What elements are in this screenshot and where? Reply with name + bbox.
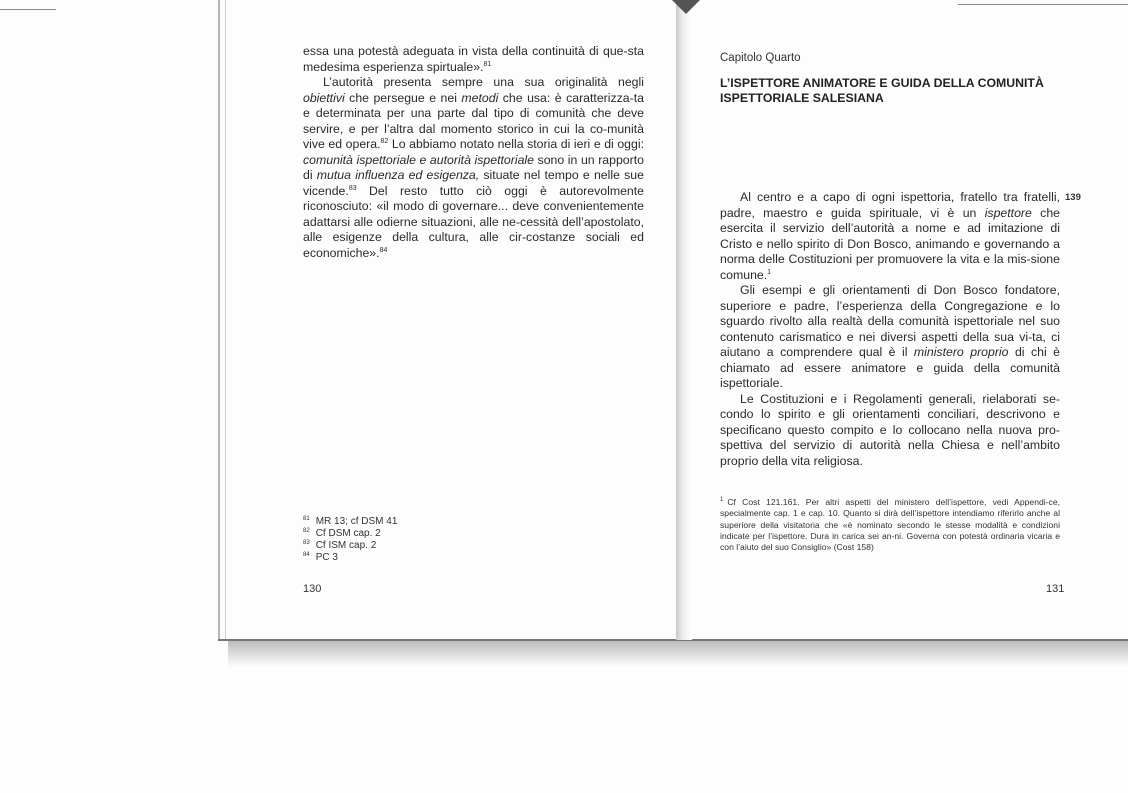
emphasis-text: ministero proprio bbox=[913, 345, 1009, 359]
top-right-scan-edge bbox=[958, 4, 1128, 5]
text-run: Al centro e a capo di ogni ispettoria, fratello tra fratelli, padre, maestro e guida spirituale, vi è un bbox=[720, 190, 1060, 220]
paragraph bbox=[303, 44, 644, 75]
text-run: che esercita il servizio dell’autorità a nome e ad imitazione di Cristo e nello spirito di Don Bosco, animando e governando a norma delle Costituzioni per promuovere la vita e la mis-sione comune. bbox=[720, 205, 1060, 282]
left-page-number: 130 bbox=[303, 583, 322, 595]
footnote-ref: 81 bbox=[483, 60, 492, 68]
footnote-text: PC 3 bbox=[315, 552, 338, 563]
emphasis-text: mutua influenza ed esigenza, bbox=[316, 168, 480, 182]
emphasis-text: metodi bbox=[461, 90, 499, 105]
text-run: Gli esempi e gli orientamenti di Don Bosco fondatore, superiore e padre, l’esperienza della Congregazione e lo sguardo rivolto alla realtà della comunità ispettoriale nel suo contenuto carismatico e nei diversi aspetti della sua vi-ta, ci aiutano a comprendere qual è il bbox=[720, 283, 1060, 359]
emphasis-text: comunità ispettoriale e autorità ispettoriale bbox=[303, 152, 534, 167]
left-page-body bbox=[303, 44, 644, 261]
book-spine-shadow bbox=[676, 0, 692, 640]
text-run: situate nel tempo e nelle sue vicende. bbox=[303, 168, 644, 198]
chapter-title: L’ISPETTORE ANIMATORE E GUIDA DELLA COMUNITÀ ISPETTORIALE SALESIANA bbox=[720, 76, 1044, 105]
left-page-inner-edge bbox=[225, 0, 226, 640]
footnote-item bbox=[303, 516, 397, 528]
footnote-text: Cf ISM cap. 2 bbox=[315, 540, 377, 551]
margin-number: 139 bbox=[1065, 192, 1081, 203]
footnote-marker: 84 bbox=[303, 551, 310, 558]
footnote-ref: 83 bbox=[348, 184, 357, 192]
footnote-item bbox=[303, 540, 397, 552]
text-run: che persegue e nei bbox=[344, 90, 462, 105]
bottom-scan-shadow bbox=[228, 641, 1128, 667]
text-run: Lo abbiamo notato nella storia di ieri e di oggi: bbox=[388, 137, 645, 151]
footnote-text: MR 13; cf DSM 41 bbox=[315, 516, 398, 527]
footnote-marker: 82 bbox=[303, 527, 310, 534]
text-run: di chi è chiamato ad essere animatore e guida della comunità ispettoriale. bbox=[720, 345, 1060, 390]
right-page-body bbox=[720, 190, 1060, 469]
text-run: sono in un rapporto di bbox=[303, 152, 644, 182]
footnote-marker: 83 bbox=[303, 539, 310, 546]
paragraph bbox=[303, 75, 644, 261]
footnote-text: Cf DSM cap. 2 bbox=[315, 528, 381, 539]
text-run: Del resto tutto ciò oggi è autorevolmente riconosciuto: «il modo di governare... deve convenientemente adattarsi alle odierne situazioni, alle ne-cessità dell’apostolato, alle esigenze della cultura, alle cir-costanze sociali ed economiche». bbox=[303, 183, 644, 260]
spine-fold-mark bbox=[672, 0, 700, 14]
footnote-ref: 1 bbox=[767, 268, 772, 276]
footnote-marker: 1 bbox=[720, 497, 724, 504]
footnote-item bbox=[303, 528, 397, 540]
top-left-scan-edge bbox=[0, 9, 56, 10]
right-page-footnote bbox=[720, 497, 1060, 553]
left-page-edge bbox=[218, 0, 220, 640]
text-run: L’autorità presenta sempre una sua originalità negli bbox=[323, 75, 644, 89]
paragraph bbox=[720, 190, 1060, 283]
emphasis-text: ispettore bbox=[984, 205, 1032, 220]
footnote-ref: 82 bbox=[380, 137, 389, 145]
paragraph bbox=[720, 283, 1060, 392]
left-page-footnotes bbox=[303, 516, 397, 564]
paragraph bbox=[720, 392, 1060, 470]
footnote-text: Cf Cost 121.161. Per altri aspetti del ministero dell’ispettore, vedi Appendi-ce, specialmente cap. 1 e cap. 10. Quanto si dirà dell’ispettore intendiamo riferirlo anche al superiore della visitatoria che «è nominato secondo le stesse modalità e condizioni indicate per l’ispettore. Dura in carica sei an-ni. Governa con potestà ordinaria vicaria e con l’aiuto del suo Consiglio» (Cost 158) bbox=[720, 497, 1060, 553]
text-run: essa una potestà adeguata in vista della continuità di que-sta medesima esperienza spirtuale». bbox=[303, 44, 644, 74]
text-run: che usa: è caratterizza-ta e determinata per una parte dal tipo di comunità che deve servire, e per l’altra dal momento storico in cui la co-munità vive ed opera. bbox=[303, 90, 644, 151]
footnote-marker: 81 bbox=[303, 515, 310, 522]
footnote-item bbox=[303, 552, 397, 564]
right-page-number: 131 bbox=[1046, 583, 1065, 595]
chapter-label: Capitolo Quarto bbox=[720, 52, 801, 64]
emphasis-text: obiettivi bbox=[303, 90, 345, 105]
text-run: Le Costituzioni e i Regolamenti generali, rielaborati se-condo lo spirito e gli orientamenti conciliari, descrivono e specificano questo compito e lo collocano nella nuova pro-spettiva del servizio di autorità nella Chiesa e nell’ambito proprio della vita religiosa. bbox=[720, 391, 1060, 468]
footnote-ref: 84 bbox=[379, 246, 388, 254]
